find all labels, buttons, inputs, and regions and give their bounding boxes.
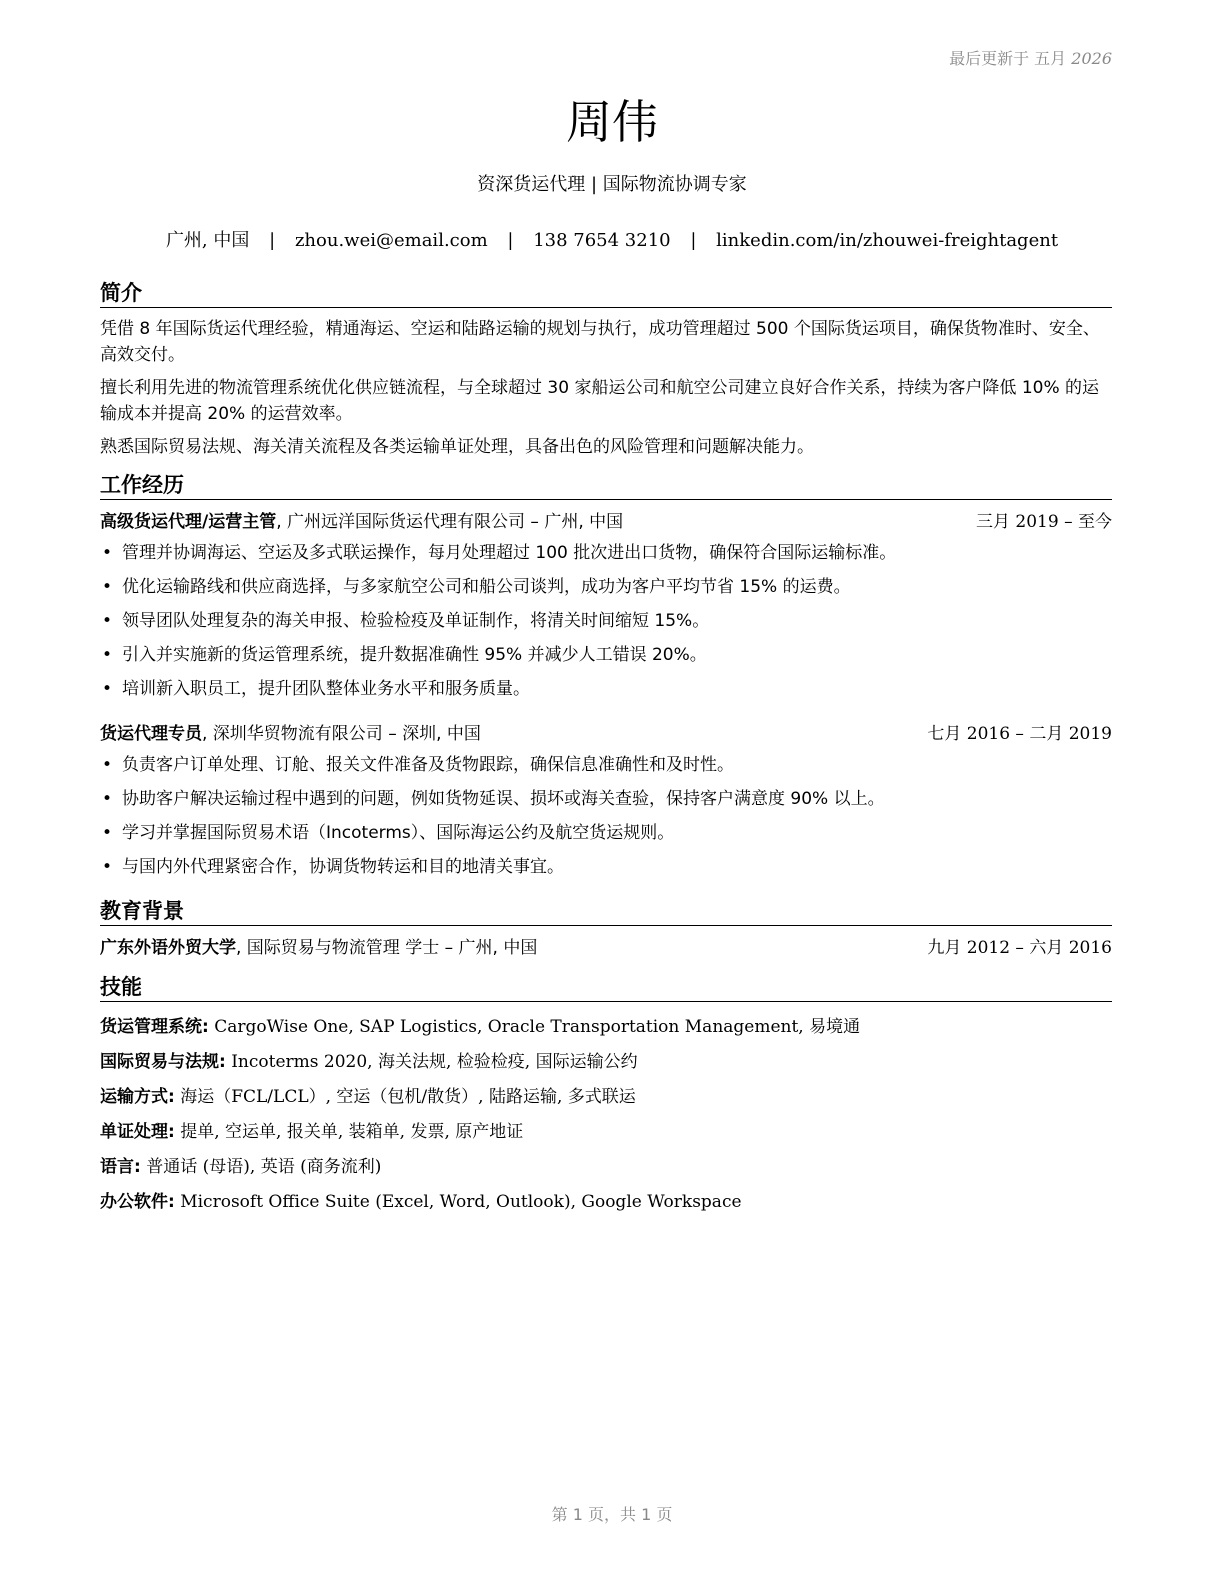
summary-paragraph: 熟悉国际贸易法规、海关清关流程及各类运输单证处理，具备出色的风险管理和问题解决能力。: [100, 437, 814, 457]
contact-phone: 138 7654 3210: [533, 230, 671, 251]
job-role: 货运代理专员: [100, 724, 202, 744]
last-updated: [949, 46, 1112, 69]
education-entry: [100, 934, 1112, 962]
skill-row: [100, 1185, 1112, 1220]
skill-row: [100, 1045, 1112, 1080]
section-title-education: 教育背景: [100, 898, 1112, 926]
summary-paragraph: 擅长利用先进的物流管理系统优化供应链流程，与全球超过 30 家船运公司和航空公司建立良好合作关系，持续为客户降低 10% 的运输成本并提高 20% 的运营效率。: [100, 378, 1100, 424]
summary-paragraph: 凭借 8 年国际货运代理经验，精通海运、空运和陆路运输的规划与执行，成功管理超过 500 个国际货运项目，确保货物准时、安全、高效交付。: [100, 319, 1100, 365]
page-number: 第 1 页，共 1 页: [551, 1505, 673, 1524]
job-dates: 三月 2019 – 至今: [976, 512, 1112, 532]
list-item: • 协助客户解决运输过程中遇到的问题，例如货物延误、损坏或海关查验，保持客户满意度 90% 以上。: [100, 782, 1112, 816]
job-bullets: [100, 748, 1112, 884]
skill-label: 运输方式:: [100, 1087, 175, 1107]
list-item: • 领导团队处理复杂的海关申报、检验检疫及单证制作，将清关时间缩短 15%。: [100, 604, 1112, 638]
candidate-name: 周伟: [566, 95, 658, 149]
skill-value: CargoWise One, SAP Logistics, Oracle Transportation Management, 易境通: [208, 1017, 861, 1037]
contact-location: 广州, 中国: [165, 230, 250, 251]
job-header: [100, 508, 1112, 536]
section-title-skills: 技能: [100, 974, 1112, 1002]
job-company: , 广州远洋国际货运代理有限公司 – 广州, 中国: [276, 512, 624, 532]
skill-label: 办公软件:: [100, 1192, 175, 1212]
education-school: 广东外语外贸大学: [100, 938, 236, 958]
last-updated-month: 五月: [1034, 49, 1067, 68]
skill-value: Microsoft Office Suite (Excel, Word, Outlook), Google Workspace: [174, 1192, 742, 1212]
skill-value: Incoterms 2020, 海关法规, 检验检疫, 国际运输公约: [225, 1052, 638, 1072]
education-dates: 九月 2012 – 六月 2016: [927, 938, 1112, 958]
list-item: • 培训新入职员工，提升团队整体业务水平和服务质量。: [100, 672, 1112, 706]
skill-row: [100, 1080, 1112, 1115]
list-item: • 与国内外代理紧密合作，协调货物转运和目的地清关事宜。: [100, 850, 1112, 884]
contact-separator: |: [507, 230, 514, 251]
resume-body: [100, 280, 1112, 1220]
list-item: • 优化运输路线和供应商选择，与多家航空公司和船公司谈判，成功为客户平均节省 15% 的运费。: [100, 570, 1112, 604]
list-item: • 负责客户订单处理、订舱、报关文件准备及货物跟踪，确保信息准确性和及时性。: [100, 748, 1112, 782]
candidate-headline: 资深货运代理 | 国际物流协调专家: [477, 174, 747, 195]
skill-label: 货运管理系统:: [100, 1017, 209, 1037]
skill-row: [100, 1150, 1112, 1185]
skill-label: 语言:: [100, 1157, 141, 1177]
skill-value: 普通话 (母语), 英语 (商务流利): [140, 1157, 382, 1177]
contact-separator: |: [690, 230, 697, 251]
contact-email[interactable]: zhou.wei@email.com: [294, 230, 488, 251]
section-title-experience: 工作经历: [100, 472, 1112, 500]
contact-linkedin[interactable]: linkedin.com/in/zhouwei-freightagent: [716, 230, 1059, 251]
education-detail: , 国际贸易与物流管理 学士 – 广州, 中国: [236, 938, 538, 958]
skill-row: [100, 1010, 1112, 1045]
section-title-summary: 简介: [100, 280, 1112, 308]
list-item: • 学习并掌握国际贸易术语（Incoterms）、国际海运公约及航空货运规则。: [100, 816, 1112, 850]
job-header: [100, 720, 1112, 748]
skill-value: 提单, 空运单, 报关单, 装箱单, 发票, 原产地证: [174, 1122, 524, 1142]
job-role: 高级货运代理/运营主管: [100, 512, 277, 532]
job-dates: 七月 2016 – 二月 2019: [927, 724, 1112, 744]
skill-row: [100, 1115, 1112, 1150]
last-updated-year: 2026: [1071, 49, 1112, 68]
skill-value: 海运（FCL/LCL）, 空运（包机/散货）, 陆路运输, 多式联运: [174, 1087, 636, 1107]
list-item: • 引入并实施新的货运管理系统，提升数据准确性 95% 并减少人工错误 20%。: [100, 638, 1112, 672]
contact-separator: |: [269, 230, 276, 251]
list-item: • 管理并协调海运、空运及多式联运操作，每月处理超过 100 批次进出口货物，确保符合国际运输标准。: [100, 536, 1112, 570]
skill-label: 单证处理:: [100, 1122, 175, 1142]
last-updated-prefix: 最后更新于: [949, 49, 1030, 68]
contact-line: [0, 226, 1224, 252]
job-company: , 深圳华贸物流有限公司 – 深圳, 中国: [202, 724, 481, 744]
skill-label: 国际贸易与法规:: [100, 1052, 226, 1072]
job-bullets: [100, 536, 1112, 706]
